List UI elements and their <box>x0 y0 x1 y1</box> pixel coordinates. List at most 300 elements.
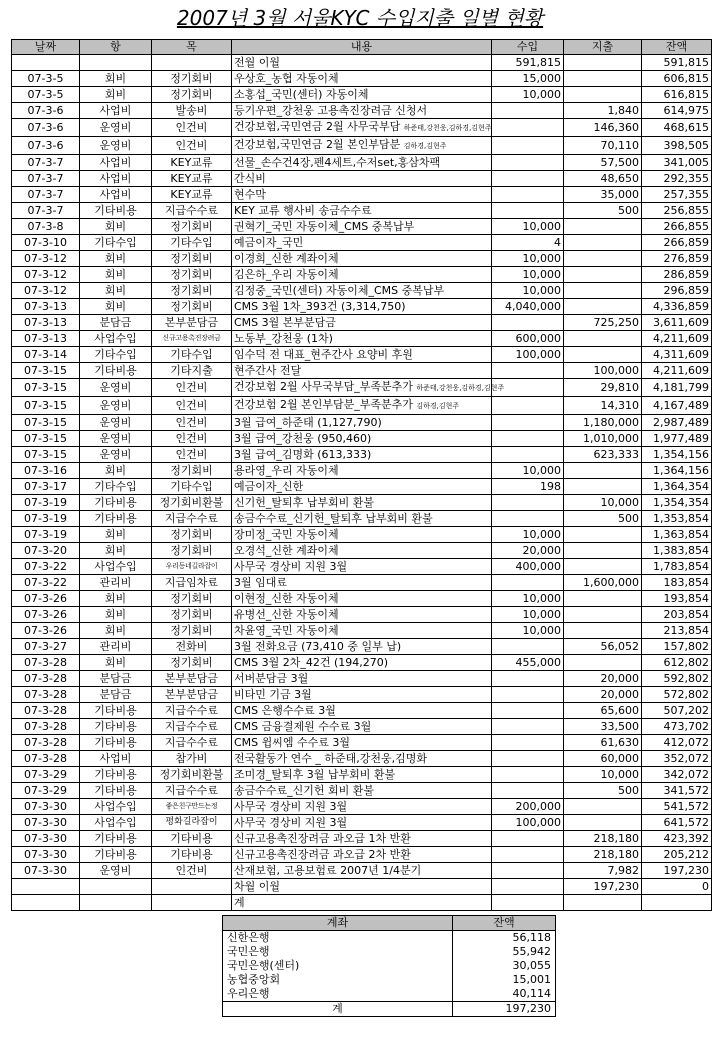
row-content <box>232 71 492 87</box>
total-label: 계 <box>232 895 492 911</box>
account-row <box>223 945 556 959</box>
row-mok: 지급수수료 <box>152 511 232 527</box>
row-balance: 473,702 <box>642 719 712 735</box>
row-content-text: CMS 3월 1차_393건 (3,314,750) <box>234 300 406 313</box>
total-empty <box>492 895 564 911</box>
row-income <box>492 397 564 415</box>
row-mok: 정기회비 <box>152 623 232 639</box>
row-mok: 본부분담금 <box>152 687 232 703</box>
row-date: 07-3-26 <box>12 591 80 607</box>
table-row <box>12 735 712 751</box>
opening-balance: 591,815 <box>642 55 712 71</box>
row-balance: 1,353,854 <box>642 511 712 527</box>
row-hang: 회비 <box>80 607 152 623</box>
row-date: 07-3-28 <box>12 671 80 687</box>
row-content-note: 김하경,김현주 <box>403 142 447 150</box>
row-hang: 분담금 <box>80 315 152 331</box>
table-row <box>12 655 712 671</box>
row-content-text: 권혁기_국민 자동이체_CMS 중복납부 <box>234 220 415 233</box>
table-row <box>12 767 712 783</box>
account-header-row <box>223 916 556 931</box>
row-income <box>492 119 564 137</box>
row-mok: 기타수입 <box>152 235 232 251</box>
row-content-text: 등기우편_강천웅 고용촉진장려금 신청서 <box>234 104 428 117</box>
row-date: 07-3-28 <box>12 687 80 703</box>
row-mok: 정기회비 <box>152 71 232 87</box>
row-content <box>232 783 492 799</box>
row-date: 07-3-15 <box>12 363 80 379</box>
table-row <box>12 235 712 251</box>
row-balance: 203,854 <box>642 607 712 623</box>
row-balance: 286,859 <box>642 267 712 283</box>
row-date: 07-3-6 <box>12 103 80 119</box>
row-income: 10,000 <box>492 527 564 543</box>
row-date: 07-3-19 <box>12 527 80 543</box>
row-date: 07-3-15 <box>12 397 80 415</box>
row-income: 4 <box>492 235 564 251</box>
row-balance: 296,859 <box>642 283 712 299</box>
row-mok: 지급수수료 <box>152 735 232 751</box>
row-expense <box>564 527 642 543</box>
table-row <box>12 299 712 315</box>
row-mok: 인건비 <box>152 119 232 137</box>
row-balance: 4,181,799 <box>642 379 712 397</box>
table-row <box>12 119 712 137</box>
ledger-header-row <box>12 40 712 55</box>
row-balance: 616,815 <box>642 87 712 103</box>
row-content-text: 이현정_신한 자동이체 <box>234 592 339 605</box>
row-income <box>492 863 564 879</box>
account-row <box>223 987 556 1002</box>
row-date: 07-3-12 <box>12 267 80 283</box>
row-date: 07-3-6 <box>12 119 80 137</box>
row-content-text: 예금이자_국민 <box>234 236 304 249</box>
row-mok: 정기회비 <box>152 219 232 235</box>
row-content <box>232 187 492 203</box>
row-expense: 29,810 <box>564 379 642 397</box>
row-date: 07-3-7 <box>12 171 80 187</box>
row-content-text: 3월 급여_하준태 (1,127,790) <box>234 416 382 429</box>
table-row <box>12 799 712 815</box>
row-hang: 관리비 <box>80 639 152 655</box>
row-income <box>492 495 564 511</box>
row-content-text: 차윤영_국민 자동이체 <box>234 624 339 637</box>
account-name: 신한은행 <box>223 931 453 946</box>
row-date: 07-3-7 <box>12 203 80 219</box>
total-row <box>12 895 712 911</box>
account-name: 국민은행(센터) <box>223 959 453 973</box>
row-mok: 지급수수료 <box>152 719 232 735</box>
row-balance: 606,815 <box>642 71 712 87</box>
row-date: 07-3-27 <box>12 639 80 655</box>
table-row <box>12 87 712 103</box>
row-expense: 7,982 <box>564 863 642 879</box>
row-expense <box>564 623 642 639</box>
row-content-text: CMS 3월 본부분담금 <box>234 316 336 329</box>
row-hang: 기타수입 <box>80 235 152 251</box>
row-content-text: 송금수수료_신기헌_탈퇴후 납부회비 환불 <box>234 512 433 525</box>
closing-balance: 0 <box>642 879 712 895</box>
row-balance: 1,364,354 <box>642 479 712 495</box>
row-content-text: 비타민 기금 3월 <box>234 688 312 701</box>
row-balance: 276,859 <box>642 251 712 267</box>
row-income <box>492 511 564 527</box>
row-date: 07-3-14 <box>12 347 80 363</box>
table-row <box>12 703 712 719</box>
row-date: 07-3-28 <box>12 751 80 767</box>
table-row <box>12 415 712 431</box>
row-income <box>492 719 564 735</box>
row-content <box>232 527 492 543</box>
row-expense: 1,600,000 <box>564 575 642 591</box>
row-content-text: 장미정_국민 자동이체 <box>234 528 339 541</box>
closing-empty <box>152 879 232 895</box>
row-content-text: 산재보험, 고용보험료 2007년 1/4분기 <box>234 864 422 877</box>
row-content <box>232 655 492 671</box>
table-row <box>12 623 712 639</box>
row-mok: 정기회비 <box>152 591 232 607</box>
row-mok: 인건비 <box>152 863 232 879</box>
table-row <box>12 543 712 559</box>
ledger-table <box>11 39 712 911</box>
row-mok: 정기회비 <box>152 251 232 267</box>
table-row <box>12 431 712 447</box>
account-header-amount: 잔액 <box>453 916 556 931</box>
row-balance: 412,072 <box>642 735 712 751</box>
row-mok: 본부분담금 <box>152 315 232 331</box>
row-date: 07-3-12 <box>12 251 80 267</box>
row-expense <box>564 655 642 671</box>
row-hang: 회비 <box>80 463 152 479</box>
row-date: 07-3-30 <box>12 831 80 847</box>
row-balance: 423,392 <box>642 831 712 847</box>
row-content <box>232 315 492 331</box>
header-mok: 목 <box>152 40 232 55</box>
row-expense <box>564 235 642 251</box>
row-expense: 218,180 <box>564 847 642 863</box>
table-row <box>12 831 712 847</box>
row-balance: 197,230 <box>642 863 712 879</box>
row-hang: 기타비용 <box>80 719 152 735</box>
row-content-text: 신규고용촉진장려금 과오급 2차 반환 <box>234 848 411 861</box>
row-content <box>232 397 492 415</box>
row-hang: 기타비용 <box>80 831 152 847</box>
row-income: 10,000 <box>492 591 564 607</box>
row-hang: 사업비 <box>80 155 152 171</box>
row-mok: 정기회비 <box>152 87 232 103</box>
row-balance: 341,572 <box>642 783 712 799</box>
row-date: 07-3-28 <box>12 735 80 751</box>
row-content <box>232 687 492 703</box>
table-row <box>12 495 712 511</box>
table-row <box>12 379 712 397</box>
row-balance: 1,783,854 <box>642 559 712 575</box>
account-amount: 40,114 <box>453 987 556 1002</box>
row-content-note: 하준태,강천웅,김하경,김현주 <box>403 124 492 132</box>
row-hang: 기타비용 <box>80 767 152 783</box>
row-mok: 인건비 <box>152 137 232 155</box>
row-mok: 본부분담금 <box>152 671 232 687</box>
row-balance: 4,167,489 <box>642 397 712 415</box>
row-balance: 1,363,854 <box>642 527 712 543</box>
row-income <box>492 687 564 703</box>
row-content-text: 현수막 <box>234 188 266 201</box>
row-hang: 회비 <box>80 623 152 639</box>
table-row <box>12 815 712 831</box>
row-mok: 기타비용 <box>152 847 232 863</box>
account-amount: 15,001 <box>453 973 556 987</box>
row-hang: 기타비용 <box>80 495 152 511</box>
account-amount: 30,055 <box>453 959 556 973</box>
row-income: 10,000 <box>492 219 564 235</box>
row-mok: 인건비 <box>152 431 232 447</box>
table-row <box>12 559 712 575</box>
row-income: 15,000 <box>492 71 564 87</box>
row-content-text: KEY 교류 행사비 송금수수료 <box>234 204 372 217</box>
row-date: 07-3-30 <box>12 799 80 815</box>
row-income: 455,000 <box>492 655 564 671</box>
row-balance: 1,364,156 <box>642 463 712 479</box>
row-balance: 398,505 <box>642 137 712 155</box>
row-income: 10,000 <box>492 283 564 299</box>
row-mok: KEY교류 <box>152 155 232 171</box>
row-content-text: 3월 급여_강천웅 (950,460) <box>234 432 372 445</box>
row-income: 10,000 <box>492 607 564 623</box>
table-row <box>12 783 712 799</box>
row-date: 07-3-10 <box>12 235 80 251</box>
row-date: 07-3-13 <box>12 315 80 331</box>
account-total-amount: 197,230 <box>453 1002 556 1017</box>
row-balance: 2,987,489 <box>642 415 712 431</box>
table-row <box>12 479 712 495</box>
row-mok: 인건비 <box>152 447 232 463</box>
row-hang: 사업비 <box>80 751 152 767</box>
row-content <box>232 267 492 283</box>
row-mok: 정기회비환불 <box>152 767 232 783</box>
row-income <box>492 203 564 219</box>
header-expense: 지출 <box>564 40 642 55</box>
row-expense <box>564 591 642 607</box>
row-mok: 인건비 <box>152 397 232 415</box>
table-row <box>12 575 712 591</box>
account-name: 국민은행 <box>223 945 453 959</box>
row-mok: 기타비용 <box>152 831 232 847</box>
row-hang: 사업비 <box>80 171 152 187</box>
row-hang: 기타수입 <box>80 347 152 363</box>
total-empty <box>642 895 712 911</box>
row-income <box>492 783 564 799</box>
row-content-text: 선물_손수건4장,펜4세트,수저set,홍삼차팩 <box>234 156 441 169</box>
table-row <box>12 171 712 187</box>
row-income: 10,000 <box>492 623 564 639</box>
row-hang: 운영비 <box>80 447 152 463</box>
row-content <box>232 251 492 267</box>
row-income <box>492 767 564 783</box>
row-hang: 기타비용 <box>80 847 152 863</box>
row-content-text: 김정중_국민(센터) 자동이체_CMS 중복납부 <box>234 284 445 297</box>
row-balance: 1,383,854 <box>642 543 712 559</box>
row-income <box>492 639 564 655</box>
row-expense: 1,180,000 <box>564 415 642 431</box>
row-content <box>232 137 492 155</box>
row-content-text: 유병선_신한 자동이체 <box>234 608 339 621</box>
table-row <box>12 397 712 415</box>
row-content <box>232 767 492 783</box>
row-content-text: 용라영_우리 자동이체 <box>234 464 339 477</box>
row-content-text: 오경석_신한 계좌이체 <box>234 544 339 557</box>
table-row <box>12 103 712 119</box>
row-mok: 평화길라잡이 <box>152 815 232 831</box>
row-mok: 기타수입 <box>152 347 232 363</box>
row-content <box>232 559 492 575</box>
row-income: 600,000 <box>492 331 564 347</box>
row-balance: 592,802 <box>642 671 712 687</box>
row-content-text: 노동부_강천웅 (1차) <box>234 332 333 345</box>
row-date: 07-3-7 <box>12 187 80 203</box>
row-income: 10,000 <box>492 267 564 283</box>
row-income <box>492 431 564 447</box>
row-hang: 회비 <box>80 87 152 103</box>
header-date: 날짜 <box>12 40 80 55</box>
row-balance: 4,211,609 <box>642 363 712 379</box>
row-content <box>232 283 492 299</box>
row-date: 07-3-26 <box>12 623 80 639</box>
row-hang: 관리비 <box>80 575 152 591</box>
account-row <box>223 973 556 987</box>
row-expense: 500 <box>564 511 642 527</box>
row-income <box>492 155 564 171</box>
row-date: 07-3-22 <box>12 559 80 575</box>
row-mok: 정기회비환불 <box>152 495 232 511</box>
row-mok: 기타수입 <box>152 479 232 495</box>
row-expense: 33,500 <box>564 719 642 735</box>
row-date: 07-3-7 <box>12 155 80 171</box>
row-hang: 운영비 <box>80 415 152 431</box>
row-expense: 1,840 <box>564 103 642 119</box>
row-mok: 정기회비 <box>152 267 232 283</box>
row-content <box>232 751 492 767</box>
row-hang: 회비 <box>80 283 152 299</box>
row-balance: 193,854 <box>642 591 712 607</box>
total-empty <box>564 895 642 911</box>
account-header-name: 계좌 <box>223 916 453 931</box>
row-hang: 회비 <box>80 251 152 267</box>
row-expense <box>564 299 642 315</box>
row-mok: 지급임차료 <box>152 575 232 591</box>
row-content-text: 건강보험,국민연금 2월 본인부담분 <box>234 138 401 151</box>
table-row <box>12 591 712 607</box>
row-balance: 256,855 <box>642 203 712 219</box>
row-mok: 전화비 <box>152 639 232 655</box>
row-hang: 회비 <box>80 591 152 607</box>
row-balance: 4,211,609 <box>642 331 712 347</box>
row-content <box>232 119 492 137</box>
row-content-text: 사무국 경상비 지원 3월 <box>234 800 348 813</box>
row-hang: 회비 <box>80 655 152 671</box>
row-expense: 1,010,000 <box>564 431 642 447</box>
row-content <box>232 591 492 607</box>
row-balance: 341,005 <box>642 155 712 171</box>
row-content <box>232 639 492 655</box>
row-balance: 612,802 <box>642 655 712 671</box>
row-income: 10,000 <box>492 251 564 267</box>
header-income: 수입 <box>492 40 564 55</box>
table-row <box>12 203 712 219</box>
table-row <box>12 719 712 735</box>
row-content-text: 건강보험,국민연금 2월 사무국부담 <box>234 120 401 133</box>
table-row <box>12 511 712 527</box>
row-content-text: 우상호_농협 자동이체 <box>234 72 339 85</box>
table-row <box>12 671 712 687</box>
row-date: 07-3-30 <box>12 815 80 831</box>
row-content <box>232 703 492 719</box>
closing-expense: 197,230 <box>564 879 642 895</box>
row-mok: 지급수수료 <box>152 783 232 799</box>
row-hang: 사업수입 <box>80 559 152 575</box>
row-expense <box>564 219 642 235</box>
row-content-text: 서버분담금 3월 <box>234 672 309 685</box>
row-expense: 100,000 <box>564 363 642 379</box>
row-mok: 정기회비 <box>152 463 232 479</box>
closing-empty <box>492 879 564 895</box>
row-mok: 우리동네길라잡이 <box>152 559 232 575</box>
row-income: 100,000 <box>492 347 564 363</box>
account-total-row <box>223 1002 556 1017</box>
row-content <box>232 87 492 103</box>
row-content <box>232 155 492 171</box>
row-balance: 352,072 <box>642 751 712 767</box>
table-row <box>12 363 712 379</box>
row-expense <box>564 463 642 479</box>
row-date: 07-3-17 <box>12 479 80 495</box>
total-empty <box>12 895 80 911</box>
row-hang: 기타비용 <box>80 735 152 751</box>
row-content <box>232 103 492 119</box>
row-balance: 541,572 <box>642 799 712 815</box>
row-expense <box>564 347 642 363</box>
row-income <box>492 171 564 187</box>
table-row <box>12 863 712 879</box>
row-hang: 기타수입 <box>80 479 152 495</box>
row-expense: 725,250 <box>564 315 642 331</box>
row-content-text: CMS 은행수수료 3월 <box>234 704 336 717</box>
row-content <box>232 719 492 735</box>
row-income: 400,000 <box>492 559 564 575</box>
row-date: 07-3-13 <box>12 331 80 347</box>
row-content <box>232 235 492 251</box>
account-amount: 56,118 <box>453 931 556 946</box>
row-expense: 10,000 <box>564 767 642 783</box>
opening-income: 591,815 <box>492 55 564 71</box>
row-date: 07-3-19 <box>12 511 80 527</box>
row-date: 07-3-15 <box>12 379 80 397</box>
total-empty <box>80 895 152 911</box>
table-row <box>12 71 712 87</box>
opening-label: 전월 이월 <box>232 55 492 71</box>
row-content-text: 조미경_탈퇴후 3월 납부회비 환불 <box>234 768 396 781</box>
row-balance: 468,615 <box>642 119 712 137</box>
row-hang: 운영비 <box>80 379 152 397</box>
row-mok: 신규고용촉진장려금 <box>152 331 232 347</box>
account-name: 우리은행 <box>223 987 453 1002</box>
table-row <box>12 283 712 299</box>
row-expense <box>564 815 642 831</box>
row-content-text: 건강보험 2월 사무국부담_부족분추가 <box>234 380 413 393</box>
row-date: 07-3-15 <box>12 431 80 447</box>
row-content-text: 간식비 <box>234 172 266 185</box>
row-balance: 342,072 <box>642 767 712 783</box>
row-date: 07-3-30 <box>12 847 80 863</box>
